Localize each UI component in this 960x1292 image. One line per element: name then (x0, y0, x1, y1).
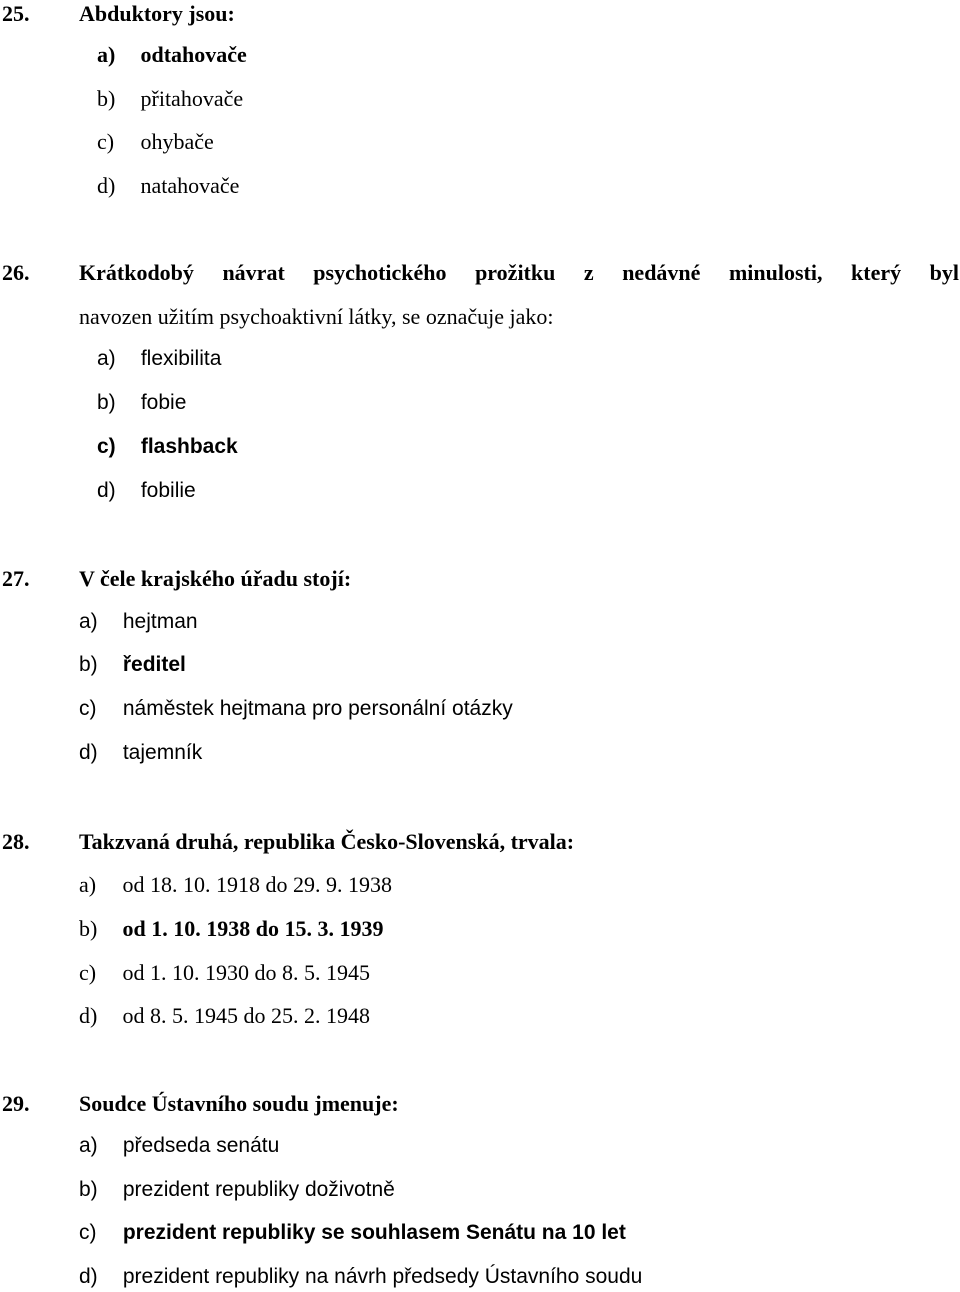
option-b (79, 1178, 395, 1202)
option-c (79, 1221, 626, 1245)
option-letter: b) (97, 391, 116, 414)
option-letter: d) (79, 1265, 98, 1288)
option-text: od 18. 10. 1918 do 29. 9. 1938 (122, 872, 392, 897)
question-number: 26. (2, 260, 30, 285)
option-text: odtahovače (140, 42, 247, 67)
option-letter: c) (79, 1221, 97, 1244)
question-text: Soudce Ústavního soudu jmenuje: (79, 1091, 399, 1116)
option-letter: a) (79, 872, 97, 897)
option-letter: d) (79, 1003, 98, 1028)
option-text: předseda senátu (122, 1134, 280, 1157)
option-c (79, 960, 370, 986)
option-letter: b) (97, 86, 116, 111)
option-a (79, 872, 392, 898)
question-text-line-1: Krátkodobý návrat psychotického prožitku z nedávné minulosti, který byl (79, 260, 959, 285)
option-b (79, 653, 186, 677)
question-number: 29. (2, 1091, 30, 1116)
option-letter: b) (79, 1178, 98, 1201)
option-letter: d) (79, 741, 98, 764)
question-text: V čele krajského úřadu stojí: (79, 566, 352, 591)
question-number: 28. (2, 829, 30, 854)
option-letter: a) (79, 1134, 98, 1157)
option-b (97, 86, 243, 112)
option-d (79, 1003, 370, 1029)
option-text: flashback (140, 435, 238, 458)
option-a (97, 42, 247, 68)
option-letter: c) (79, 697, 97, 720)
option-text: přitahovače (140, 86, 244, 111)
option-text: natahovače (140, 173, 240, 198)
option-text: fobie (140, 391, 187, 414)
option-text: náměstek hejtmana pro personální otázky (122, 697, 513, 720)
option-a (79, 610, 198, 634)
option-d (79, 1265, 642, 1289)
option-letter: b) (79, 653, 98, 676)
option-a (79, 1134, 279, 1158)
option-d (97, 479, 196, 503)
option-d (97, 173, 239, 199)
option-c (97, 129, 214, 155)
question-number: 25. (2, 1, 30, 26)
question-text: Takzvaná druhá, republika Česko-Slovenská, trvala: (79, 829, 575, 854)
option-b (79, 916, 383, 942)
option-c (97, 435, 238, 459)
option-letter: d) (97, 173, 116, 198)
option-letter: a) (79, 610, 98, 633)
option-text: od 8. 5. 1945 do 25. 2. 1948 (122, 1003, 370, 1028)
option-text: od 1. 10. 1938 do 15. 3. 1939 (122, 916, 384, 941)
option-text: prezident republiky se souhlasem Senátu na 10 let (122, 1221, 626, 1244)
question-text-line-2: navozen užitím psychoaktivní látky, se označuje jako: (79, 304, 554, 329)
option-text: fobilie (140, 479, 196, 502)
option-text: ohybače (140, 129, 214, 154)
option-letter: b) (79, 916, 98, 941)
option-letter: a) (97, 42, 116, 67)
question-text: Abduktory jsou: (79, 1, 235, 26)
option-text: od 1. 10. 1930 do 8. 5. 1945 (122, 960, 370, 985)
option-letter: c) (79, 960, 97, 985)
option-b (97, 391, 186, 415)
option-text: tajemník (122, 741, 203, 764)
option-text: flexibilita (140, 347, 222, 370)
option-a (97, 347, 221, 371)
option-letter: d) (97, 479, 116, 502)
question-number: 27. (2, 566, 30, 591)
option-c (79, 697, 513, 721)
option-letter: c) (97, 435, 116, 458)
option-d (79, 741, 202, 765)
option-letter: a) (97, 347, 116, 370)
option-text: prezident republiky doživotně (122, 1178, 395, 1201)
option-text: ředitel (122, 653, 186, 676)
option-text: prezident republiky na návrh předsedy Ústavního soudu (122, 1265, 643, 1288)
option-text: hejtman (122, 610, 198, 633)
option-letter: c) (97, 129, 115, 154)
